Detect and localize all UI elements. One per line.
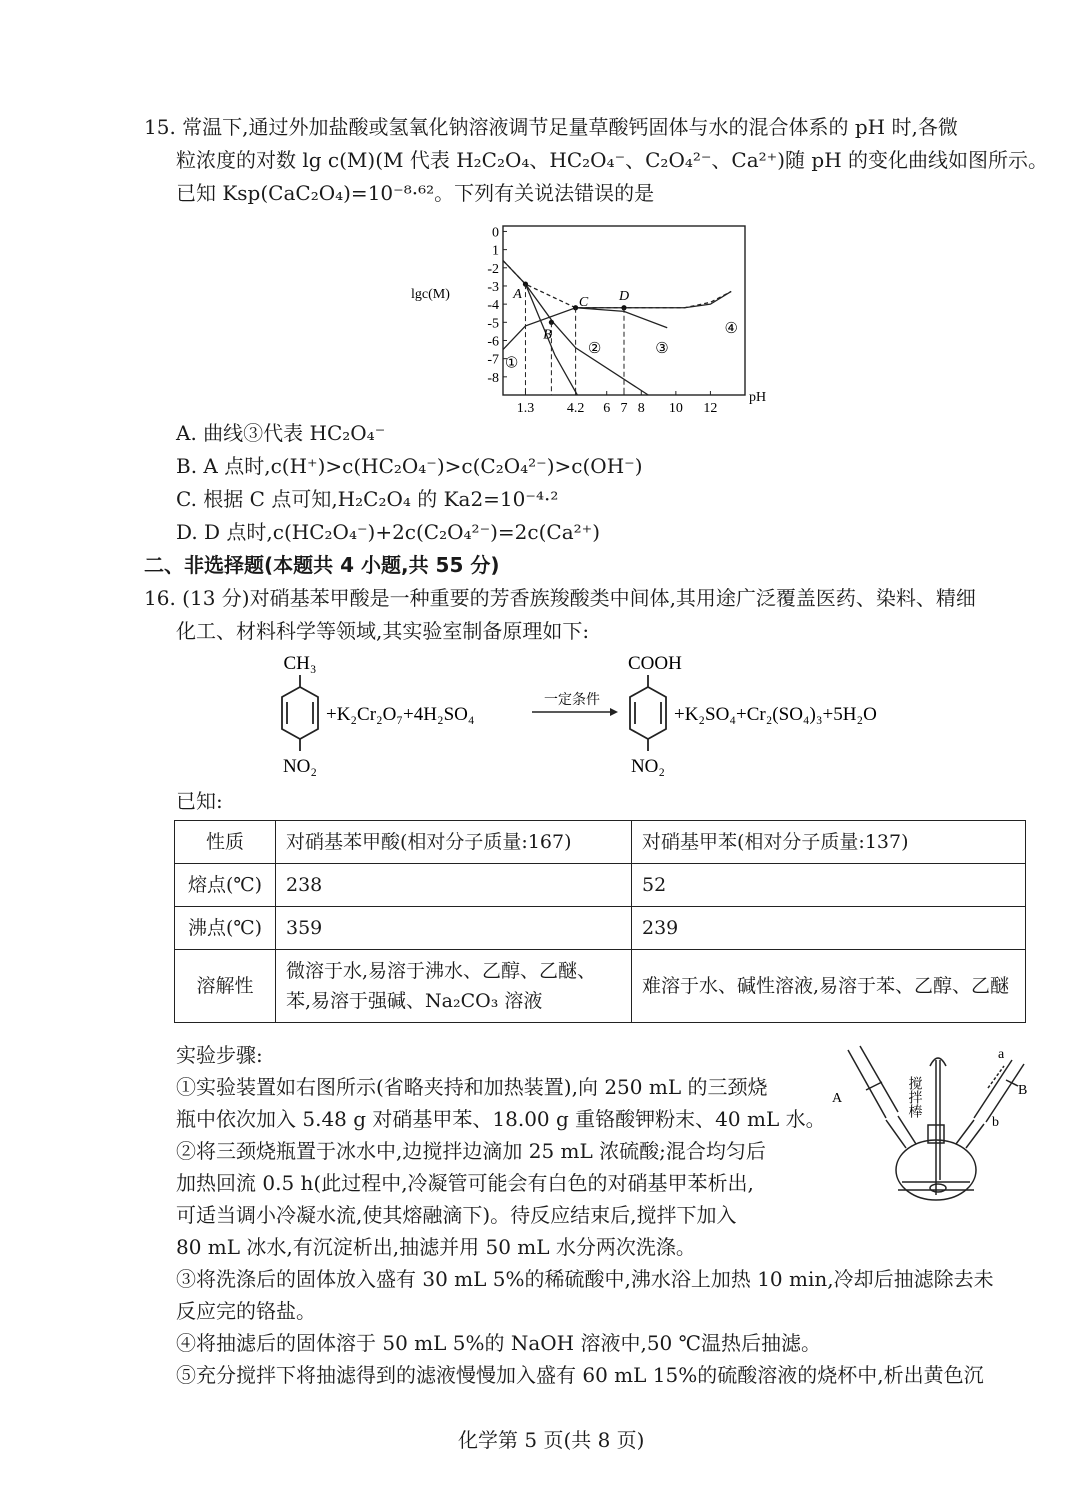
q15-line1: 15. 常温下,通过外加盐酸或氢氧化钠溶液调节足量草酸钙固体与水的混合体系的 pH 时,各微 (144, 115, 958, 139)
right-condenser (974, 1060, 1012, 1118)
series-line-① (503, 261, 577, 395)
table-header: 对硝基甲苯(相对分子质量:137) (632, 821, 1026, 864)
q16-line2: 化工、材料科学等领域,其实验室制备原理如下: (176, 619, 590, 643)
table-cell: 359 (276, 907, 632, 950)
steps-title: 实验步骤: (176, 1043, 263, 1067)
table-cell: 熔点(℃) (175, 864, 276, 907)
point-label-A: A (513, 287, 522, 303)
step-line: 瓶中依次加入 5.48 g 对硝基甲苯、18.00 g 重铬酸钾粉末、40 mL 水。 (176, 1107, 826, 1131)
y-tick-label: -7 (487, 352, 499, 368)
stirrer-arrow (930, 1058, 946, 1066)
table-header: 性质 (175, 821, 276, 864)
q15-line2: 粒浓度的对数 lg c(M)(M 代表 H₂C₂O₄、HC₂O₄⁻、C₂O₄²⁻、Ca²⁺)随 pH 的变化曲线如图所示。 (176, 148, 1048, 172)
x-tick-label: 12 (703, 401, 718, 416)
right-top-group: COOH (628, 653, 682, 674)
point-label-C: C (578, 294, 589, 310)
reaction-condition: 一定条件 (544, 693, 600, 708)
table-cell: 难溶于水、碱性溶液,易溶于苯、乙醇、乙醚 (632, 950, 1026, 1023)
step-line: ⑤充分搅拌下将抽滤得到的滤液慢慢加入盛有 60 mL 15%的硫酸溶液的烧杯中,析出黄色沉 (176, 1363, 984, 1387)
y-axis-label: lgc(M) (411, 287, 450, 303)
stirrer-paddle (930, 1184, 946, 1192)
table-row (175, 864, 1026, 907)
q15-line3: 已知 Ksp(CaC₂O₄)=10⁻⁸·⁶²。下列有关说法错误的是 (176, 181, 655, 205)
left-top-group: CH₃ (283, 653, 317, 674)
y-tick-label: 1 (492, 243, 499, 259)
series-line-② (503, 308, 667, 350)
step-line: 可适当调小冷凝水流,使其熔融滴下)。待反应结束后,搅拌下加入 (176, 1203, 737, 1227)
y-tick-label: 0 (492, 225, 499, 241)
section-2-heading: 二、非选择题(本题共 4 小题,共 55 分) (144, 553, 500, 577)
arrow-head (610, 708, 618, 716)
page-footer: 化学第 5 页(共 8 页) (458, 1428, 645, 1452)
x-tick-label: 6 (603, 401, 611, 416)
label-B: B (1018, 1083, 1028, 1098)
series-label: ② (587, 340, 602, 357)
label-b: b (992, 1115, 999, 1130)
reagents: +K₂Cr₂O₇+4H₂SO₄ (326, 704, 475, 725)
table-row (175, 907, 1026, 950)
table-cell: 沸点(℃) (175, 907, 276, 950)
table-cell: 微溶于水,易溶于沸水、乙醇、乙醚、苯,易溶于强碱、Na₂CO₃ 溶液 (276, 950, 632, 1023)
step-line: 反应完的铬盐。 (176, 1299, 316, 1323)
point-label-B: B (543, 327, 552, 343)
table-cell: 238 (276, 864, 632, 907)
y-tick-label: -4 (487, 298, 499, 314)
step-line: ④将抽滤后的固体溶于 50 mL 5%的 NaOH 溶液中,50 ℃温热后抽滤。 (176, 1331, 822, 1355)
q16-line1: 16. (13 分)对硝基苯甲酸是一种重要的芳香族羧酸类中间体,其用途广泛覆盖医药、染料、精细 (144, 586, 976, 610)
stirrer-label: 搅拌棒 (906, 1076, 922, 1118)
step-line: ③将洗涤后的固体放入盛有 30 mL 5%的稀硫酸中,沸水浴上加热 10 min,冷却后抽滤除去未 (176, 1267, 994, 1291)
right-bottom-group: NO₂ (630, 756, 666, 777)
q15-option-d: D. D 点时,c(HC₂O₄⁻)+2c(C₂O₄²⁻)=2c(Ca²⁺) (176, 520, 601, 544)
y-tick-label: -2 (487, 261, 499, 277)
concentration-ph-chart (410, 212, 800, 417)
q15-option-a: A. 曲线③代表 HC₂O₄⁻ (176, 421, 386, 445)
table-header-row (175, 821, 1026, 864)
series-label: ③ (655, 340, 669, 357)
x-tick-label: 7 (620, 401, 628, 416)
left-condenser (848, 1050, 886, 1118)
table-row (175, 950, 1026, 1023)
q15-option-b: B. A 点时,c(H⁺)>c(HC₂O₄⁻)>c(C₂O₄²⁻)>c(OH⁻) (176, 454, 643, 478)
outlet-B (1006, 1080, 1018, 1086)
label-A: A (832, 1091, 843, 1106)
reaction-equation (260, 645, 960, 785)
label-a: a (998, 1047, 1005, 1062)
series-line-solid-flat (576, 288, 732, 307)
left-bottom-group: NO₂ (282, 756, 318, 777)
x-axis-label: pH (749, 390, 767, 405)
table-cell: 239 (632, 907, 1026, 950)
products: +K₂SO₄+Cr₂(SO₄)₃+5H₂O (674, 704, 877, 725)
point-label-D: D (618, 288, 630, 304)
x-tick-label: 10 (668, 401, 683, 416)
series-label: ① (504, 355, 519, 372)
benzene-ring-left (282, 675, 318, 751)
y-tick-label: -5 (487, 316, 499, 332)
x-tick-label: 1.3 (516, 401, 535, 416)
table-cell: 溶解性 (175, 950, 276, 1023)
step-line: ①实验装置如右图所示(省略夹持和加热装置),向 250 mL 的三颈烧 (176, 1075, 768, 1099)
step-line: ②将三颈烧瓶置于冰水中,边搅拌边滴加 25 mL 浓硫酸;混合均匀后 (176, 1139, 766, 1163)
table-header: 对硝基苯甲酸(相对分子质量:167) (276, 821, 632, 864)
y-tick-label: -8 (487, 370, 499, 386)
step-line: 80 mL 冰水,有沉淀析出,抽滤并用 50 mL 水分两次洗涤。 (176, 1235, 696, 1259)
three-neck-flask-apparatus (826, 1040, 1036, 1205)
y-tick-label: -3 (487, 279, 499, 295)
table-cell: 52 (632, 864, 1026, 907)
series-label: ④ (724, 320, 738, 337)
known-label: 已知: (176, 789, 223, 813)
benzene-ring-right (630, 675, 666, 751)
y-tick-label: -6 (487, 334, 499, 350)
q15-option-c: C. 根据 C 点可知,H₂C₂O₄ 的 Ka2=10⁻⁴·² (176, 487, 559, 511)
x-tick-label: 4.2 (566, 401, 585, 416)
properties-table (174, 820, 1026, 1023)
step-line: 加热回流 0.5 h(此过程中,冷凝管可能会有白色的对硝基甲苯析出, (176, 1171, 754, 1195)
x-tick-label: 8 (637, 401, 645, 416)
